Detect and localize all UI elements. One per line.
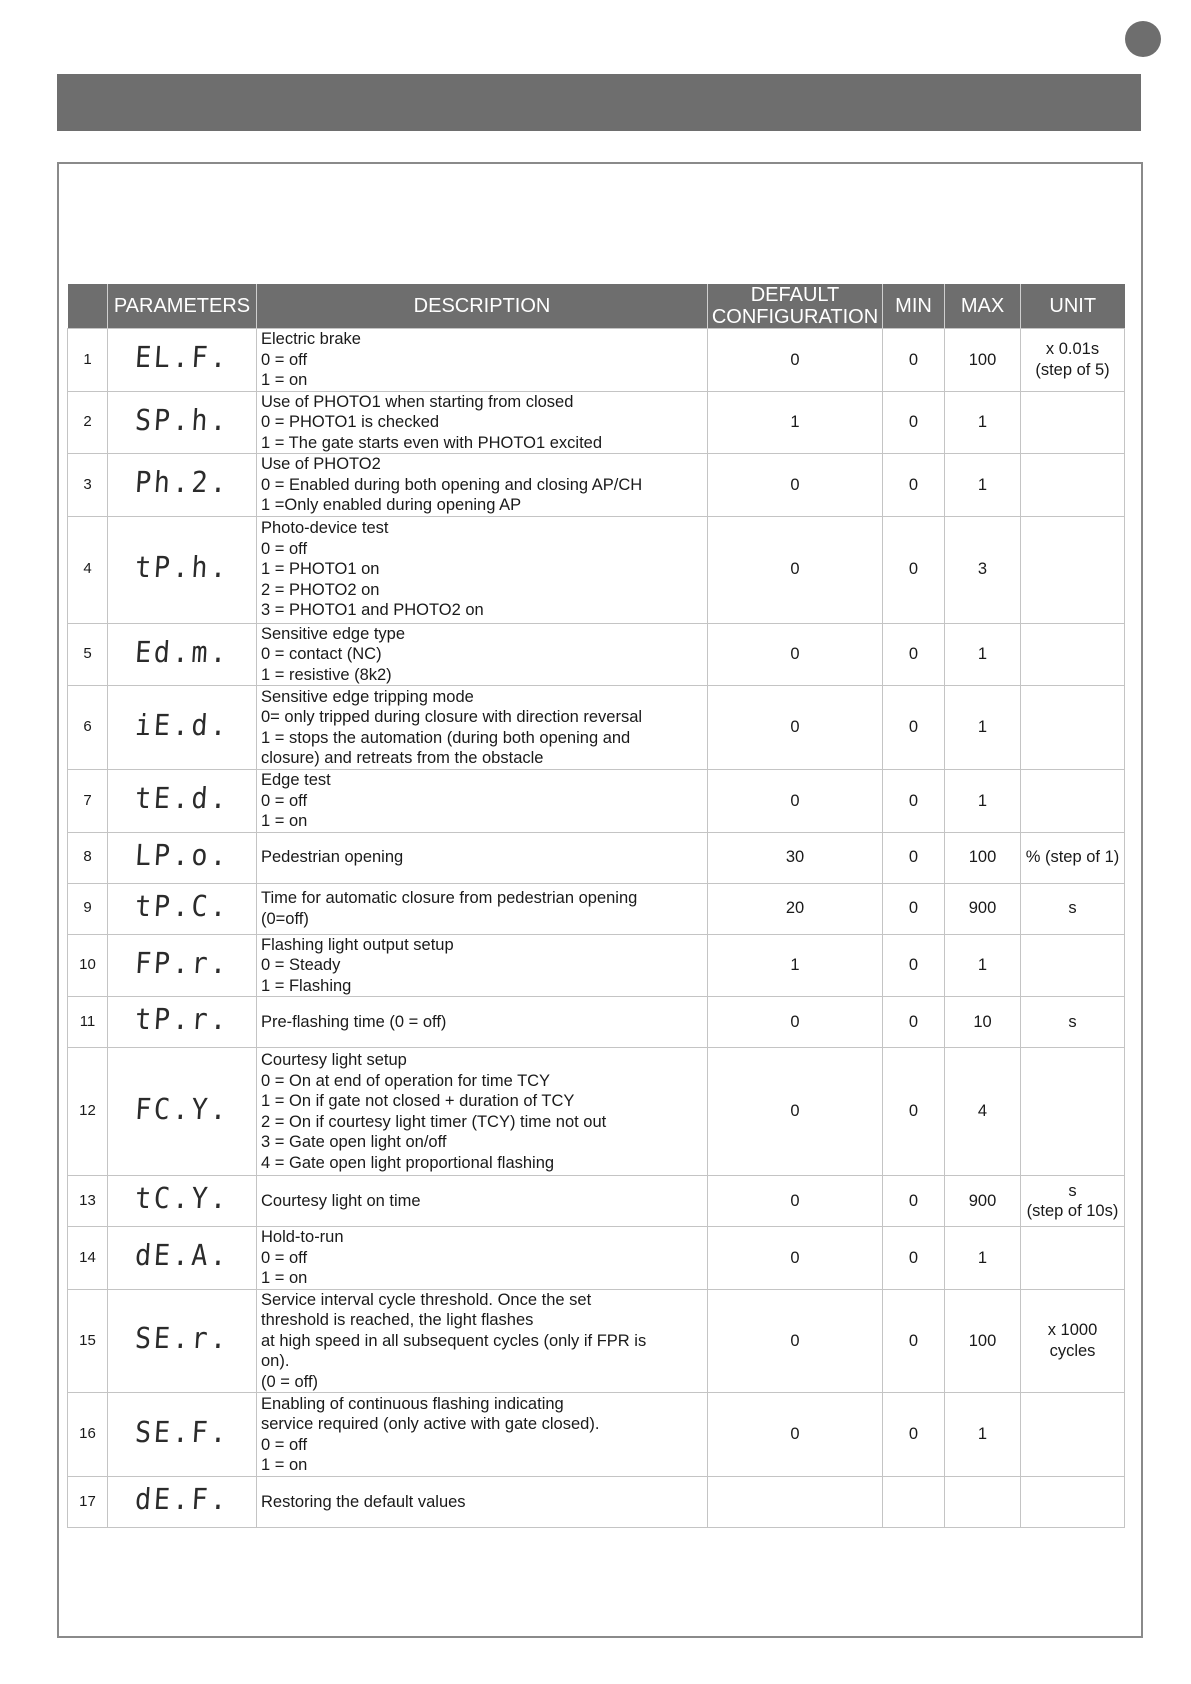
description-line: Time for automatic closure from pedestrian opening (261, 889, 638, 907)
parameter-code-cell (108, 1227, 257, 1290)
parameter-code-cell (108, 623, 257, 686)
parameter-description (257, 1048, 708, 1176)
min-value: 0 (883, 832, 945, 883)
parameter-description (257, 516, 708, 623)
parameter-description (257, 623, 708, 686)
unit-cell (1021, 997, 1125, 1048)
description-line: Sensitive edge type (261, 624, 406, 643)
parameter-description (257, 832, 708, 883)
table-row (68, 1393, 1125, 1477)
description-line: 0= only tripped during closure with direction reversal (261, 708, 643, 726)
description-line: Courtesy light on time (261, 1191, 421, 1210)
description-line: Restoring the default values (261, 1492, 466, 1511)
unit-line: cycles (1049, 1341, 1096, 1360)
unit-cell (1021, 329, 1125, 392)
description-line: Pre-flashing time (0 = off) (261, 1012, 447, 1031)
description-line: threshold is reached, the light flashes (261, 1311, 534, 1329)
parameter-code-display: dE.F. (133, 1482, 231, 1517)
min-value: 0 (883, 1227, 945, 1290)
parameter-description (257, 997, 708, 1048)
unit-cell (1021, 1176, 1125, 1227)
default-value: 0 (708, 1176, 883, 1227)
parameter-code-cell (108, 883, 257, 934)
row-number: 11 (68, 997, 108, 1048)
unit-cell (1021, 1477, 1125, 1528)
description-line: 1 = on (261, 1456, 308, 1474)
table-row (68, 1289, 1125, 1393)
max-value: 100 (945, 1289, 1021, 1393)
row-number: 15 (68, 1289, 108, 1393)
description-line: 1 = PHOTO1 on (261, 560, 380, 579)
default-value: 0 (708, 454, 883, 517)
parameter-code-cell (108, 516, 257, 623)
table-row (68, 934, 1125, 997)
header-default-configuration (708, 284, 883, 329)
max-value: 1 (945, 934, 1021, 997)
row-number: 13 (68, 1176, 108, 1227)
min-value: 0 (883, 1176, 945, 1227)
description-line: 3 = PHOTO1 and PHOTO2 on (261, 601, 484, 620)
min-value: 0 (883, 391, 945, 454)
description-line: 0 = off (261, 791, 308, 810)
description-line: 0 = off (261, 350, 308, 369)
max-value: 4 (945, 1048, 1021, 1176)
description-line: Electric brake (261, 330, 361, 348)
unit-line: x 0.01s (1045, 340, 1100, 359)
description-line: 0 = On at end of operation for time TCY (261, 1071, 551, 1090)
parameter-code-display: tP.h. (133, 549, 231, 584)
parameter-description (257, 1477, 708, 1528)
unit-cell (1021, 391, 1125, 454)
default-value: 0 (708, 1289, 883, 1393)
header-description: DESCRIPTION (257, 284, 708, 329)
parameter-code-cell (108, 770, 257, 833)
min-value: 0 (883, 1048, 945, 1176)
parameter-code-display: tE.d. (133, 781, 231, 815)
unit-cell (1021, 1227, 1125, 1290)
table-row (68, 454, 1125, 517)
header-min: MIN (883, 284, 945, 329)
default-value: 0 (708, 516, 883, 623)
default-value: 0 (708, 770, 883, 833)
header-unit: UNIT (1021, 284, 1125, 329)
description-line: Service interval cycle threshold. Once the set (261, 1290, 592, 1309)
min-value: 0 (883, 516, 945, 623)
description-line: 0 = off (261, 1435, 308, 1454)
row-number: 14 (68, 1227, 108, 1290)
min-value: 0 (883, 454, 945, 517)
row-number: 17 (68, 1477, 108, 1528)
default-value: 0 (708, 329, 883, 392)
parameter-code-display: FC.Y. (133, 1091, 231, 1126)
description-line: Flashing light output setup (261, 935, 454, 954)
description-line: 1 = stops the automation (during both opening and (261, 728, 631, 747)
unit-cell (1021, 623, 1125, 686)
description-line: 2 = PHOTO2 on (261, 580, 380, 599)
header-default-line2: CONFIGURATION (711, 306, 879, 328)
description-line: 0 = off (261, 1248, 308, 1267)
min-value: 0 (883, 883, 945, 934)
row-number: 9 (68, 883, 108, 934)
description-line: 2 = On if courtesy light timer (TCY) time not out (261, 1112, 607, 1131)
parameter-code-display: iE.d. (133, 707, 231, 742)
row-number: 5 (68, 623, 108, 686)
row-number: 8 (68, 832, 108, 883)
default-value: 1 (708, 934, 883, 997)
parameter-code-display: SE.r. (133, 1321, 231, 1355)
table-row (68, 832, 1125, 883)
description-line: 0 = PHOTO1 is checked (261, 413, 440, 431)
min-value: 0 (883, 329, 945, 392)
min-value: 0 (883, 1289, 945, 1393)
parameter-code-cell (108, 391, 257, 454)
description-line: 1 = on (261, 1269, 308, 1287)
parameter-code-display: FP.r. (133, 945, 231, 980)
max-value: 900 (945, 883, 1021, 934)
description-line: Photo-device test (261, 519, 389, 538)
parameter-code-display: tC.Y. (133, 1181, 231, 1216)
description-line: 1 = The gate starts even with PHOTO1 excited (261, 433, 603, 452)
table-row (68, 883, 1125, 934)
parameter-description (257, 1289, 708, 1393)
parameter-code-display: EL.F. (133, 340, 231, 374)
default-value: 0 (708, 1393, 883, 1477)
table-row (68, 686, 1125, 770)
unit-cell (1021, 686, 1125, 770)
parameter-code-display: dE.A. (133, 1238, 231, 1272)
max-value: 1 (945, 686, 1021, 770)
description-line: 0 = contact (NC) (261, 645, 382, 663)
max-value: 3 (945, 516, 1021, 623)
unit-cell (1021, 1048, 1125, 1176)
max-value: 100 (945, 329, 1021, 392)
unit-line: x 1000 (1047, 1321, 1098, 1340)
parameter-code-display: tP.r. (133, 1002, 231, 1037)
row-number: 6 (68, 686, 108, 770)
parameter-code-cell (108, 686, 257, 770)
default-value: 20 (708, 883, 883, 934)
parameter-code-cell (108, 1176, 257, 1227)
unit-cell (1021, 1393, 1125, 1477)
unit-line: s (1068, 1012, 1077, 1031)
row-number: 2 (68, 391, 108, 454)
parameter-code-cell (108, 1477, 257, 1528)
description-line: Use of PHOTO1 when starting from closed (261, 392, 574, 411)
description-line: 1 = on (261, 812, 308, 830)
max-value (945, 1477, 1021, 1528)
max-value: 1 (945, 391, 1021, 454)
table-row (68, 1477, 1125, 1528)
parameter-description (257, 883, 708, 934)
parameter-description (257, 329, 708, 392)
description-line: 3 = Gate open light on/off (261, 1133, 447, 1151)
row-number: 12 (68, 1048, 108, 1176)
section-header-bar (57, 74, 1141, 131)
table-row (68, 516, 1125, 623)
table-row (68, 623, 1125, 686)
description-line: service required (only active with gate closed). (261, 1415, 600, 1433)
table-row (68, 997, 1125, 1048)
parameter-code-display: SE.F. (133, 1414, 231, 1449)
description-line: Hold-to-run (261, 1228, 344, 1246)
description-line: closure) and retreats from the obstacle (261, 749, 544, 767)
description-line: Edge test (261, 771, 331, 789)
description-line: 0 = off (261, 539, 308, 558)
unit-line: (step of 5) (1035, 360, 1110, 379)
description-line: Enabling of continuous flashing indicating (261, 1394, 564, 1413)
max-value: 1 (945, 770, 1021, 833)
default-value: 0 (708, 1048, 883, 1176)
unit-line: s (1068, 899, 1077, 918)
max-value: 100 (945, 832, 1021, 883)
unit-cell (1021, 832, 1125, 883)
unit-line: % (step of 1) (1025, 848, 1120, 867)
min-value: 0 (883, 686, 945, 770)
max-value: 10 (945, 997, 1021, 1048)
default-value: 0 (708, 997, 883, 1048)
description-line: 4 = Gate open light proportional flashing (261, 1153, 555, 1172)
unit-line: s (1068, 1181, 1077, 1200)
default-value: 0 (708, 1227, 883, 1290)
parameter-code-display: tP.C. (133, 888, 231, 923)
max-value: 900 (945, 1176, 1021, 1227)
unit-cell (1021, 934, 1125, 997)
header-parameters: PARAMETERS (108, 284, 257, 329)
unit-cell (1021, 516, 1125, 623)
parameter-code-display: LP.o. (133, 837, 231, 872)
min-value: 0 (883, 770, 945, 833)
unit-cell (1021, 770, 1125, 833)
row-number: 3 (68, 454, 108, 517)
description-line: 1 = Flashing (261, 976, 352, 995)
description-line: Pedestrian opening (261, 848, 404, 867)
header-index (68, 284, 108, 329)
description-line: at high speed in all subsequent cycles (only if FPR is (261, 1331, 647, 1350)
table-row (68, 391, 1125, 454)
parameter-description (257, 770, 708, 833)
parameter-code-display: Ed.m. (133, 634, 231, 669)
row-number: 4 (68, 516, 108, 623)
default-value: 0 (708, 623, 883, 686)
max-value: 1 (945, 623, 1021, 686)
parameter-description (257, 686, 708, 770)
description-line: Courtesy light setup (261, 1051, 407, 1069)
description-line: Sensitive edge tripping mode (261, 687, 474, 706)
min-value (883, 1477, 945, 1528)
min-value: 0 (883, 623, 945, 686)
parameter-description (257, 391, 708, 454)
table-header-row (68, 284, 1125, 329)
header-max: MAX (945, 284, 1021, 329)
row-number: 1 (68, 329, 108, 392)
parameter-code-cell (108, 1048, 257, 1176)
max-value: 1 (945, 1393, 1021, 1477)
default-value: 0 (708, 686, 883, 770)
header-default-line1: DEFAULT (750, 284, 840, 306)
parameter-code-display: SP.h. (133, 402, 231, 437)
table-row (68, 1048, 1125, 1176)
description-line: (0=off) (261, 909, 309, 928)
default-value (708, 1477, 883, 1528)
min-value: 0 (883, 1393, 945, 1477)
default-value: 1 (708, 391, 883, 454)
table-row (68, 770, 1125, 833)
table-row (68, 1227, 1125, 1290)
parameter-code-cell (108, 1393, 257, 1477)
parameter-description (257, 1176, 708, 1227)
row-number: 7 (68, 770, 108, 833)
table-row (68, 329, 1125, 392)
unit-cell (1021, 1289, 1125, 1393)
description-line: 1 = on (261, 371, 308, 389)
row-number: 16 (68, 1393, 108, 1477)
page-number-dot (1125, 21, 1161, 57)
parameter-code-display: Ph.2. (133, 465, 231, 499)
parameter-description (257, 934, 708, 997)
description-line: Use of PHOTO2 (261, 455, 381, 473)
description-line: 1 = resistive (8k2) (261, 665, 392, 684)
unit-line: (step of 10s) (1026, 1202, 1119, 1220)
description-line: 0 = Enabled during both opening and closing AP/CH (261, 475, 643, 494)
min-value: 0 (883, 934, 945, 997)
description-line: on). (261, 1352, 290, 1370)
unit-cell (1021, 454, 1125, 517)
parameter-code-cell (108, 832, 257, 883)
max-value: 1 (945, 1227, 1021, 1290)
parameters-table (67, 284, 1125, 1528)
parameter-code-cell (108, 1289, 257, 1393)
parameter-description (257, 1393, 708, 1477)
parameter-code-cell (108, 454, 257, 517)
table-row (68, 1176, 1125, 1227)
description-line: (0 = off) (261, 1372, 319, 1391)
parameter-code-cell (108, 997, 257, 1048)
description-line: 1 = On if gate not closed + duration of TCY (261, 1092, 575, 1110)
parameter-code-cell (108, 329, 257, 392)
min-value: 0 (883, 997, 945, 1048)
unit-cell (1021, 883, 1125, 934)
parameter-description (257, 454, 708, 517)
parameter-description (257, 1227, 708, 1290)
max-value: 1 (945, 454, 1021, 517)
parameter-code-cell (108, 934, 257, 997)
description-line: 1 =Only enabled during opening AP (261, 496, 522, 514)
description-line: 0 = Steady (261, 956, 341, 974)
default-value: 30 (708, 832, 883, 883)
row-number: 10 (68, 934, 108, 997)
